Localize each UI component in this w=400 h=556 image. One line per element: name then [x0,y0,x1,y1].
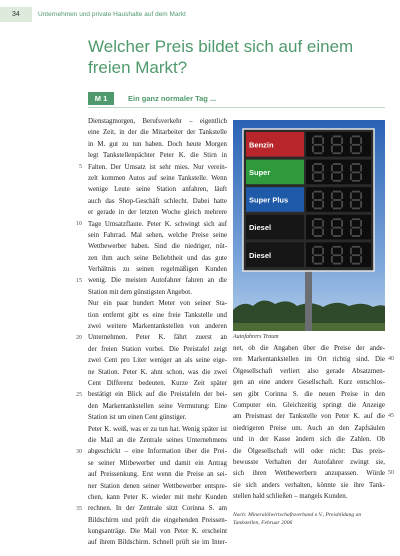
line-number: 30 [76,448,82,455]
text-line: auf Preissenkung. Erst wenn die Preise an sei- [88,471,227,479]
material-badge: M 1 [88,92,114,105]
text-column-right [233,343,385,502]
page-title-line: Welcher Preis bildet sich auf einem [88,37,354,56]
text-line: sie sich anders verhalten, könnte sie ihre Tank- [233,481,385,489]
text-line: Ölgesellschaft verliert also gerade Absatzmen- [233,367,385,375]
price-row [246,242,371,267]
text-line: er gerade in der letzten Woche gleich mehrere [88,209,227,217]
line-number: 25 [76,391,82,398]
price-row [246,160,371,185]
source-note-line: Tankstellen, Februar 2006 [233,519,293,526]
fuel-label: Benzin [249,140,274,150]
text-line: se seiner Mitbewerber und damit ein Antrag [88,459,227,467]
photo-caption: Autofahrers Traum [233,334,279,340]
price-row [246,187,371,212]
fuel-label: Super [249,168,271,177]
text-line: bewusste Verhalten der Autofahrer zwingt sie, [233,458,385,466]
text-line: abgeschickt – eine Information über die Prei- [88,448,227,456]
text-line: wenig. Die meisten Autofahrer fahren an die [88,277,227,285]
text-line: auf ihrem Bildschirm. Schnell prüft sie im Inter- [88,539,227,547]
page-number: 34 [12,11,20,18]
text-line: Falten. Der Umsatz ist sehr mies. Nur verein- [88,163,227,171]
line-number: 50 [388,470,394,477]
text-line: Cent Differenz bedeuten. Kurze Zeit später [88,379,227,387]
text-line: der freien Station vorbei. Die Preistafel zeigt [88,345,227,353]
fuel-label: Diesel [249,223,272,233]
paragraph [233,343,385,502]
text-line: Dienstagmorgen, Berufsverkehr – eigentlich [88,118,227,125]
source-note-line: Nach: Mineralölwirtschaftsverband e.V., Preisbildung an [233,512,362,518]
text-line: und in der Kasse ändern sich die Zahlen. Ob [233,436,385,444]
text-line: sich ihren Wettbewerbern anzupassen. Würde [233,470,385,478]
text-line: Wettbewerber haben. Sind die niedriger, nüt- [88,243,227,251]
text-line: sen gibt Corinna S. die neuen Preise in den [233,390,385,398]
fuel-label: Diesel [249,250,272,260]
text-line: Nur ein paar hundert Meter von seiner Sta- [88,300,227,308]
text-line: Tage Umsatzflaute. Peter K. schwingt sich auf [88,220,227,228]
text-line: zelt kommen Autos auf seine Tankstelle. Wenn [88,174,227,182]
price-sign-photo [233,120,385,331]
text-line: wenige Leute seine Station anfahren, läuft [88,186,227,194]
line-number: 20 [76,334,82,341]
text-line: legt Tankstellenpächter Peter K. die Stirn in [88,152,227,160]
text-line: zwei Cent pro Liter weniger an als seine eige- [88,357,227,365]
line-number: 40 [388,356,394,363]
text-line: auch das Shop-Geschäft schlecht. Dabei hatte [88,197,227,205]
page-title [88,36,353,78]
text-line: Unternehmen. Peter K. fährt zuerst an [88,334,227,342]
text-line: Verhältnis zu seinen regelmäßigen Kunden [88,266,227,274]
line-number: 45 [388,413,394,420]
text-line: tion entfernt gibt es eine freie Tankstelle und [88,311,227,319]
material-heading-row [88,92,385,108]
text-line: Peter K. weiß, was er zu tun hat. Wenig später ist [88,425,227,433]
text-line: ne Station. Peter K. ahnt schon, was die zwei [88,368,227,376]
price-row [246,215,371,240]
text-line: gen an eine andere Gesellschaft. Kurz entschlos- [233,379,385,387]
text-line: Station ist um einen Cent günstiger. [88,414,187,422]
page-title-line: freien Markt? [88,58,188,77]
line-number: 5 [79,163,82,170]
text-column-left [88,116,227,549]
text-line: Bildschirm und prüft die eingehenden Preissen- [88,516,227,524]
running-title: Unternehmen und private Haushalte auf dem Markt [38,11,186,18]
sign-pole [305,270,312,331]
text-line: stellen bald schließen – mangels Kunden. [233,493,348,501]
text-line: zwei weitere Markentankstellen von anderen [88,323,227,331]
price-row [246,132,371,157]
text-line: bestätigt ein Blick auf die Preistafeln der bei- [88,391,227,399]
text-line: am Preismast der Tankstelle von Peter K. auf die [233,413,385,421]
text-line: ner Station denen seiner Wettbewerber entspre- [88,482,227,490]
paragraph [88,116,227,298]
line-number: 10 [76,220,82,227]
line-number: 35 [76,505,82,512]
paragraph [88,424,227,549]
text-line: chen, kann Peter K. wieder mit mehr Kunden [88,493,227,501]
text-line: niedrigeren Preise um. Auch an den Zapfsäulen [233,424,385,432]
price-sign-image [233,120,385,331]
source-note [233,512,385,527]
price-rows [246,132,371,267]
text-line: eine Zeit, in der die Mitarbeiter der Tankstelle [88,129,227,137]
text-line: die Mail an die Zentrale seines Unternehmens [88,436,227,444]
text-line: zen ihm auch seine Beliebtheit und das gute [88,254,227,262]
text-line: die Ölgesellschaft will oder nicht: Das preis- [233,447,385,455]
text-line: Station mit dem günstigsten Angebot. [88,288,192,296]
text-line: sein Fahrrad. Mal sehen, welche Preise seine [88,231,227,239]
text-line: den Markentankstellen seine Vermutung: Eine [88,402,227,410]
material-heading: Ein ganz normaler Tag ... [128,94,217,103]
text-line: Computer ein. Gleichzeitig springt die Anzeige [233,401,385,409]
text-line: net, ob die Angaben über die Preise der ande- [233,345,385,352]
paragraph [88,298,227,423]
fuel-label: Super Plus [249,195,289,205]
text-line: in M. gut zu tun haben. Doch heute Morgen [88,140,227,148]
text-line: rechnen. In der Zentrale sitzt Corinna S. am [88,505,227,513]
text-line: kungsanträge. Die Mail von Peter K. erscheint [88,528,227,536]
line-number: 15 [76,277,82,284]
text-line: ren Markentankstellen im Ort richtig sind. Die [233,356,385,364]
